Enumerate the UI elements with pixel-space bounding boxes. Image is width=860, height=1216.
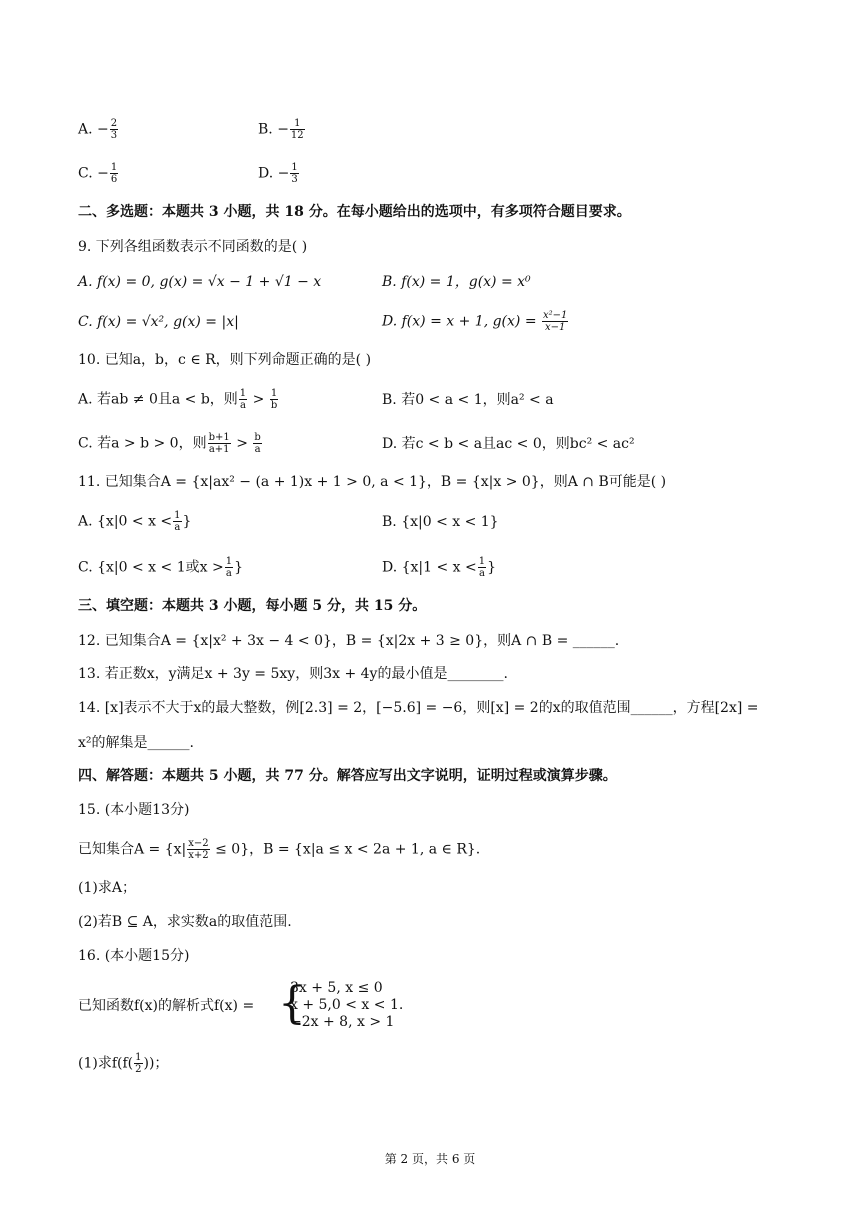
q8-b-label: B. − [258,121,289,138]
q11-option-b: B. {x|0 < x < 1} [382,514,499,530]
q8-option-d [258,162,300,185]
q11-stem: 11. 已知集合A = {x|ax² − (a + 1)x + 1 > 0, a < 1}，B = {x|x > 0}，则A ∩ B可能是( ) [78,474,667,490]
q16-case-2: x + 5,0 < x < 1. [290,997,404,1013]
section-3-heading: 三、填空题：本题共 3 小题，每小题 5 分，共 15 分。 [78,598,427,614]
q11-a-frac: $\frac{1}{a}$ [174,510,181,533]
q11-option-c: C. {x|0 < x < 1或x > $\frac{1}{a}$ } [78,556,243,579]
q8-d-fraction: $\frac{1}{3}$ [291,162,298,185]
q9-option-a: A. f(x) = 0, g(x) = √x − 1 + √1 − x [78,274,322,290]
q11-option-a: A. {x|0 < x < $\frac{1}{a}$ } [78,510,192,533]
q8-c-label: C. − [78,165,109,182]
q10-option-d: D. 若c < b < a且ac < 0，则bc² < ac² [382,436,635,452]
q14-text-line1: 14. [x]表示不大于x的最大整数，例[2.3] = 2，[−5.6] = −6，则[x] = 2的x的取值范围______，方程[2x] = [78,700,759,716]
q15-part-1: (1)求A； [78,880,136,896]
section-4-heading: 四、解答题：本题共 5 小题，共 77 分。解答应写出文字说明，证明过程或演算步骤。 [78,768,617,784]
q9-d-fraction: $\frac{\text{x²−1}}{x-1}$ [543,310,568,333]
q10-c-frac1: $\frac{b+1}{a+1}$ [208,432,230,455]
q10-option-c: C. 若a > b > 0，则 $\frac{b+1}{a+1}$ > $\frac{b}{a}$ [78,432,261,455]
q10-option-a: A. 若ab ≠ 0且a < b，则 $\frac{1}{a}$ > $\frac{1}{b}$ [78,388,278,411]
q8-c-fraction: $\frac{1}{6}$ [110,162,118,185]
q9-option-b: B. f(x) = 1，g(x) = x⁰ [382,274,531,290]
q16-fraction: $\frac{1}{2}$ [135,1052,142,1075]
q8-b-fraction: $\frac{1}{12}$ [290,118,304,141]
q16-case-1: 3x + 5, x ≤ 0 [290,980,383,996]
q8-option-b [258,118,306,141]
q10-stem: 10. 已知a，b，c ∈ R，则下列命题正确的是( ) [78,352,372,368]
q16-heading: 16. (本小题15分) [78,948,190,964]
q13-text: 13. 若正数x，y满足x + 3y = 5xy，则3x + 4y的最小值是________. [78,666,508,682]
q10-a-frac1: $\frac{1}{a}$ [239,388,247,411]
q15-heading: 15. (本小题13分) [78,802,190,818]
q14-text-line2: x²的解集是______. [78,735,194,751]
q8-a-fraction: $\frac{2}{3}$ [110,118,118,141]
section-2-heading: 二、多选题：本题共 3 小题，共 18 分。在每小题给出的选项中，有多项符合题目要求。 [78,204,631,220]
q8-option-c [78,162,119,185]
q10-a-frac2: $\frac{1}{b}$ [270,388,278,411]
q9-stem: 9. 下列各组函数表示不同函数的是( ) [78,239,308,255]
q16-case-3: −2x + 8, x > 1 [290,1014,395,1030]
q10-option-b: B. 若0 < a < 1，则a² < a [382,392,554,408]
q11-option-d: D. {x|1 < x < $\frac{1}{a}$ } [382,556,497,579]
q12-text: 12. 已知集合A = {x|x² + 3x − 4 < 0}，B = {x|2x + 3 ≥ 0}，则A ∩ B = ______. [78,633,620,649]
q15-stem: 已知集合A = {x| $\frac{x-2}{x+2}$ ≤ 0}，B = {x|a ≤ x < 2a + 1, a ∈ R}. [78,838,481,861]
q15-part-2: (2)若B ⊆ A，求实数a的取值范围. [78,914,292,930]
q8-option-a [78,118,119,141]
q10-c-frac2: $\frac{b}{a}$ [254,432,261,455]
q8-a-label: A. − [78,121,109,138]
q8-d-label: D. − [258,165,290,182]
q16-stem: 已知函数f(x)的解析式f(x) = [78,998,255,1014]
q15-fraction: $\frac{x-2}{x+2}$ [188,838,209,861]
q9-option-c: C. f(x) = √x², g(x) = |x| [78,314,239,330]
piecewise-brace: { [278,978,306,1029]
q11-c-frac: $\frac{1}{a}$ [225,556,233,579]
q16-part-1: (1)求f(f( $\frac{1}{2}$ ))； [78,1052,169,1075]
q9-option-d: D. f(x) = x + 1, g(x) = $\frac{\text{x²−1}}{x-1}$ [382,310,568,333]
q11-d-frac: $\frac{1}{a}$ [478,556,486,579]
page-footer: 第 2 页，共 6 页 [384,1152,476,1166]
